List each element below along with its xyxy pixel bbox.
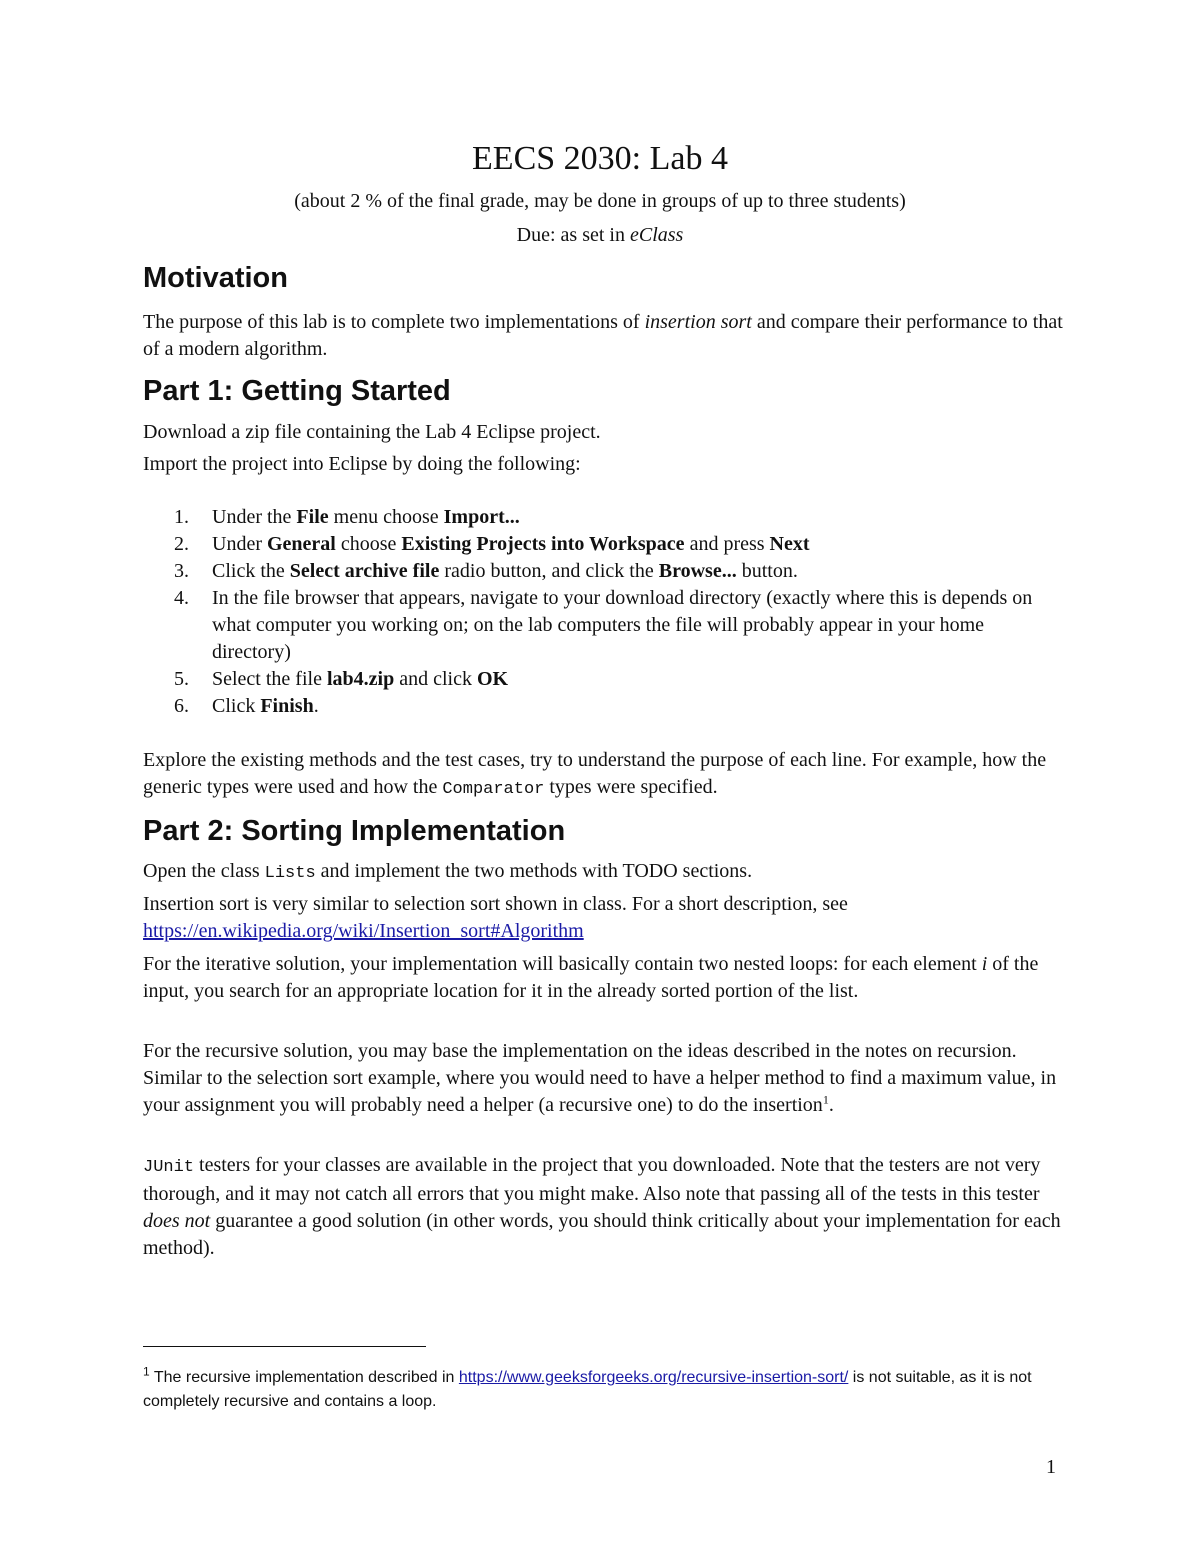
- step-bold: Existing Projects into Workspace: [401, 533, 685, 555]
- step-bold: OK: [476, 668, 509, 690]
- list-item: [143, 504, 1063, 531]
- recursive-text: For the recursive solution, you may base the implementation on the ideas described in the notes on recursion. Similar to the selection sort example, where you would need to have a helper method to find a maximum value, in your assignment you will probably need a helper (a recursive one) to do the insertion: [143, 1040, 1057, 1116]
- code-lists: Lists: [264, 864, 316, 883]
- wikipedia-link[interactable]: https://en.wikipedia.org/wiki/Insertion_sort#Algorithm: [143, 920, 584, 942]
- recursive-end: .: [828, 1094, 834, 1116]
- list-item-number: 6.: [174, 695, 189, 717]
- step-text: and press: [684, 533, 770, 555]
- footnote-divider: [143, 1346, 426, 1347]
- step-bold: Next: [769, 533, 810, 555]
- motivation-emphasis: insertion sort: [644, 311, 752, 333]
- iterative-text-2: of the input, you search for an appropriate location for it in the already sorted portion of the list.: [143, 953, 1039, 1002]
- due-prefix: Due: as set in: [516, 224, 630, 246]
- iterative-text-1: For the iterative solution, your implementation will basically contain two nested loops: for each element: [143, 953, 982, 975]
- footnote-text-2: is not suitable, as it is not completely recursive and contains a loop.: [143, 1369, 1032, 1410]
- step-text: Under the: [212, 506, 297, 528]
- footnote-reference[interactable]: 1: [822, 1092, 829, 1107]
- due-system: eClass: [629, 224, 684, 246]
- heading-motivation: Motivation: [143, 262, 288, 294]
- list-item-number: 3.: [174, 560, 189, 582]
- heading-part-2: Part 2: Sorting Implementation: [143, 815, 566, 847]
- step-text: In the file browser that appears, navigate to your download directory (exactly where this is depends on what computer you working on; on the lab computers the file will probably appear in your home directory): [212, 587, 1033, 663]
- heading-part-1: Part 1: Getting Started: [143, 375, 451, 407]
- list-item-number: 4.: [174, 587, 189, 609]
- document-title: EECS 2030: Lab 4: [472, 140, 728, 177]
- junit-text-1: testers for your classes are available in the project that you downloaded. Note that the testers are not very thorough, and it may not catch all errors that you might make. Also note that passing all of the tests in this tester: [143, 1154, 1041, 1205]
- list-item: [143, 666, 1063, 693]
- list-item-number: 2.: [174, 533, 189, 555]
- list-item: [143, 585, 1063, 666]
- explore-paragraph: [143, 747, 1063, 803]
- list-item: [143, 693, 1063, 720]
- list-item-number: 5.: [174, 668, 189, 690]
- open-text-1: Open the class: [143, 860, 265, 882]
- explore-text-2: types were specified.: [544, 776, 718, 798]
- code-comparator: Comparator: [442, 780, 545, 799]
- motivation-paragraph: [143, 309, 1063, 363]
- step-text: and click: [394, 668, 477, 690]
- step-text: Select the file: [212, 668, 327, 690]
- part1-paragraph-1: Download a zip file containing the Lab 4 Eclipse project.: [143, 421, 601, 443]
- motivation-text-1: The purpose of this lab is to complete two implementations of: [143, 311, 645, 333]
- open-class-paragraph: [143, 858, 1063, 887]
- motivation-text-2: and compare their performance to that of a modern algorithm.: [143, 311, 1063, 360]
- step-text: .: [313, 695, 319, 717]
- step-bold: Browse...: [658, 560, 737, 582]
- step-text: radio button, and click the: [439, 560, 659, 582]
- step-text: choose: [335, 533, 402, 555]
- page-number: 1: [1046, 1456, 1056, 1478]
- step-bold: lab4.zip: [326, 668, 395, 690]
- step-text: Click: [212, 695, 261, 717]
- footnote-text-1: The recursive implementation described in: [149, 1369, 459, 1386]
- geeksforgeeks-link[interactable]: https://www.geeksforgeeks.org/recursive-insertion-sort/: [458, 1369, 849, 1386]
- step-bold: File: [296, 506, 329, 528]
- list-item: [143, 558, 1063, 585]
- iterative-paragraph: [143, 951, 1063, 1005]
- junit-emphasis: does not: [143, 1210, 211, 1232]
- open-text-2: and implement the two methods with TODO sections.: [315, 860, 753, 882]
- due-line: [0, 224, 1200, 247]
- step-bold: Select archive file: [289, 560, 440, 582]
- insertion-paragraph: [143, 891, 1063, 945]
- step-text: button.: [736, 560, 798, 582]
- junit-paragraph: [143, 1152, 1063, 1262]
- part1-paragraph-2: Import the project into Eclipse by doing the following:: [143, 453, 581, 475]
- step-bold: General: [266, 533, 336, 555]
- step-bold: Import...: [443, 506, 520, 528]
- step-bold: Finish: [260, 695, 314, 717]
- recursive-paragraph: [143, 1038, 1063, 1119]
- list-item-number: 1.: [174, 506, 189, 528]
- step-text: Click the: [212, 560, 290, 582]
- footnote: [143, 1366, 1063, 1414]
- footnote-number: 1: [143, 1364, 150, 1379]
- step-text: menu choose: [328, 506, 444, 528]
- insertion-text: Insertion sort is very similar to selection sort shown in class. For a short description, see: [143, 893, 848, 915]
- import-steps-list: [143, 504, 1063, 720]
- code-junit: JUnit: [143, 1158, 195, 1177]
- list-item: [143, 531, 1063, 558]
- iterative-variable: i: [981, 953, 988, 975]
- junit-text-2: guarantee a good solution (in other words, you should think critically about your implementation for each method).: [143, 1210, 1061, 1259]
- explore-text-1: Explore the existing methods and the test cases, try to understand the purpose of each line. For example, how the generic types were used and how the: [143, 749, 1047, 798]
- document-subtitle: (about 2 % of the final grade, may be done in groups of up to three students): [294, 190, 906, 212]
- step-text: Under: [212, 533, 267, 555]
